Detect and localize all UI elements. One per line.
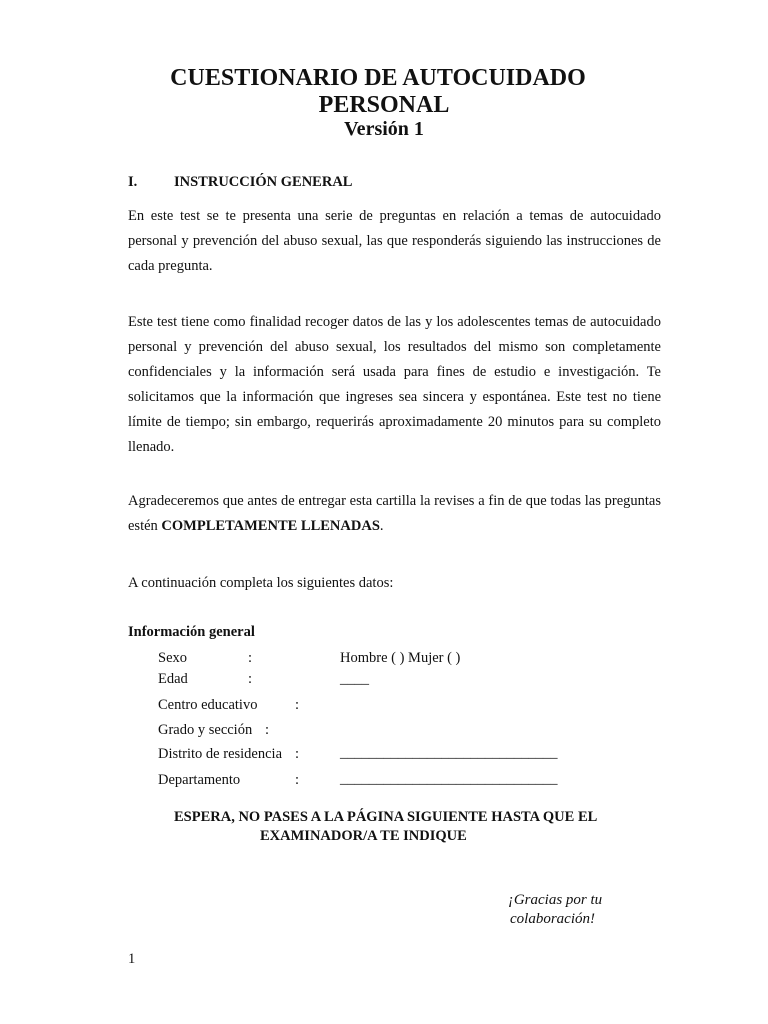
document-title: CUESTIONARIO DE AUTOCUIDADO [170,65,586,91]
paragraph-purpose: Este test tiene como finalidad recoger datos de las y los adolescentes temas de autocuidado personal y prevención del abuso sexual, los resultados del mismo son completamente confidenciales y la información será usada para fines de estudio e investigación. Te solicitamos que la información que ingreses sea sincera y espontánea. Este test no tiene límite de tiempo; sin embargo, requerirás aproximadamente 20 minutos para su completo llenado. [128,314,661,455]
paragraph-intro: En este test se te presenta una serie de preguntas en relación a temas de autocuidado personal y prevención del abuso sexual, las que responderás siguiendo las instrucciones de cada pregunta. [128,208,661,274]
field-departamento-colon: : [295,772,300,788]
field-edad-value[interactable]: ____ [340,671,369,687]
warning-line2: EXAMINADOR/A TE INDIQUE [260,828,467,844]
thanks-line2: colaboración! [510,911,595,927]
thanks-line1: ¡Gracias por tu [508,892,603,908]
thanks-note [508,891,602,929]
warning-notice [174,808,644,846]
section-number: I. [128,174,138,190]
field-sexo-value[interactable]: Hombre ( ) Mujer ( ) [340,650,461,666]
field-edad-colon: : [248,671,253,687]
field-distrito-colon: : [295,746,300,762]
section-title: INSTRUCCIÓN GENERAL [174,174,353,190]
paragraph-review-emphasis: COMPLETAMENTE LLENADAS [161,518,380,534]
field-grado-colon: : [265,722,270,738]
paragraph-complete-data: A continuación completa los siguientes datos: [128,575,394,591]
field-centro-colon: : [295,697,300,713]
paragraph-review-text: Agradeceremos que antes de entregar esta cartilla la revises a fin de que todas las preguntas estén [128,493,661,534]
paragraph-review-end: . [379,518,384,534]
section-heading [128,174,352,191]
warning-line1: ESPERA, NO PASES A LA PÁGINA SIGUIENTE HASTA QUE EL [174,809,598,825]
paragraph-review [128,489,661,539]
field-sexo-colon: : [248,650,253,666]
info-section-title: Información general [128,624,255,640]
page-number: 1 [128,951,136,967]
field-grado-label: Grado y sección [158,722,253,738]
version-label: Versión 1 [344,118,424,140]
field-distrito-label: Distrito de residencia [158,746,283,762]
field-departamento-label: Departamento [158,772,241,788]
field-edad-label: Edad [158,671,188,687]
field-departamento-value[interactable]: ______________________________ [340,771,558,787]
document-title-line2: PERSONAL [318,92,450,118]
field-sexo-label: Sexo [158,650,187,666]
field-distrito-value[interactable]: ______________________________ [340,745,558,761]
field-centro-label: Centro educativo [158,697,258,713]
